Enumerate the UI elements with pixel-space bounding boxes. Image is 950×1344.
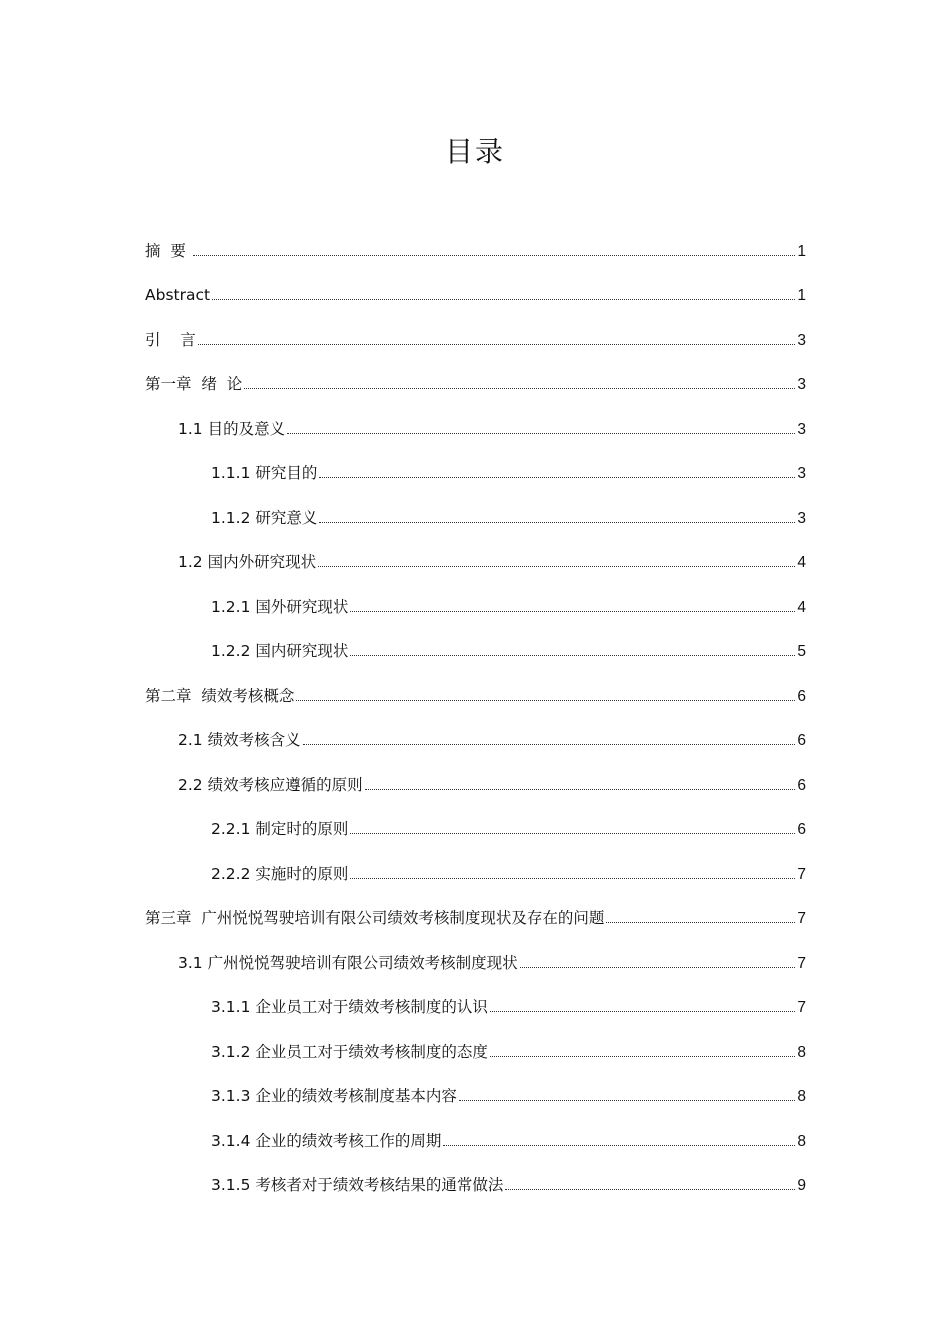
toc-dot-leader xyxy=(520,967,796,968)
toc-entry-title: 3.1.4 企业的绩效考核工作的周期 xyxy=(211,1131,442,1150)
toc-page-number: 3 xyxy=(797,376,806,394)
toc-entry[interactable] xyxy=(145,329,806,352)
toc-entry[interactable] xyxy=(145,373,806,396)
toc-entry-title: 2.2 绩效考核应遵循的原则 xyxy=(178,775,363,794)
toc-page-number: 6 xyxy=(797,821,806,839)
toc-page-number: 7 xyxy=(797,999,806,1017)
toc-page-number: 3 xyxy=(797,331,806,349)
toc-entry-title: 3.1.5 考核者对于绩效考核结果的通常做法 xyxy=(211,1176,504,1195)
toc-entry[interactable] xyxy=(211,462,806,485)
toc-entry[interactable] xyxy=(145,907,806,930)
toc-row xyxy=(0,719,950,764)
toc-entry-title: 1.1.2 研究意义 xyxy=(211,508,318,527)
toc-dot-leader xyxy=(505,1189,795,1190)
toc-page-number: 4 xyxy=(797,554,806,572)
toc-page-number: 7 xyxy=(797,865,806,883)
toc-entry-title: 1.2.1 国外研究现状 xyxy=(211,597,349,616)
toc-row xyxy=(0,941,950,986)
toc-entry-title: 第三章 广州悦悦驾驶培训有限公司绩效考核制度现状及存在的问题 xyxy=(145,909,605,928)
toc-entry[interactable] xyxy=(211,863,806,886)
toc-entry[interactable] xyxy=(178,729,806,752)
toc-page-number: 9 xyxy=(797,1177,806,1195)
toc-row xyxy=(0,1164,950,1209)
toc-row xyxy=(0,274,950,319)
toc-entry[interactable] xyxy=(145,240,806,263)
toc-entry-title: 3.1.2 企业员工对于绩效考核制度的态度 xyxy=(211,1042,488,1061)
toc-dot-leader xyxy=(459,1100,796,1101)
toc-row xyxy=(0,496,950,541)
toc-title: 目录 xyxy=(444,135,505,168)
toc-dot-leader xyxy=(350,655,795,656)
toc-entry-title: 1.1.1 研究目的 xyxy=(211,464,318,483)
toc-page-number: 7 xyxy=(797,910,806,928)
toc-dot-leader xyxy=(212,299,795,300)
toc-page-number: 8 xyxy=(797,1132,806,1150)
toc-page-number: 1 xyxy=(797,242,806,260)
toc-dot-leader xyxy=(319,477,795,478)
toc-entry-title: Abstract xyxy=(145,286,211,305)
toc-entry[interactable] xyxy=(211,596,806,619)
toc-entry-title: 2.2.1 制定时的原则 xyxy=(211,820,349,839)
toc-row xyxy=(0,229,950,274)
toc-entry[interactable] xyxy=(178,551,806,574)
toc-row xyxy=(0,407,950,452)
toc-entry-title: 2.2.2 实施时的原则 xyxy=(211,864,349,883)
toc-entry[interactable] xyxy=(211,1130,806,1153)
toc-entry[interactable] xyxy=(178,418,806,441)
toc-row xyxy=(0,852,950,897)
toc-entry[interactable] xyxy=(211,1085,806,1108)
toc-page-number: 7 xyxy=(797,954,806,972)
toc-entry-title: 第二章 绩效考核概念 xyxy=(145,686,295,705)
toc-entry[interactable] xyxy=(211,1041,806,1064)
toc-page-number: 5 xyxy=(797,643,806,661)
toc-row xyxy=(0,808,950,853)
toc-entry[interactable] xyxy=(178,774,806,797)
toc-page-number: 4 xyxy=(797,598,806,616)
toc-dot-leader xyxy=(319,522,795,523)
toc-dot-leader xyxy=(490,1011,796,1012)
toc-dot-leader xyxy=(606,922,795,923)
toc-dot-leader xyxy=(287,433,795,434)
toc-page-number: 6 xyxy=(797,776,806,794)
toc-dot-leader xyxy=(193,255,796,256)
toc-entry-title: 2.1 绩效考核含义 xyxy=(178,731,301,750)
toc-row xyxy=(0,1030,950,1075)
toc-page-number: 3 xyxy=(797,465,806,483)
toc-entry-title: 摘 要 xyxy=(145,241,191,260)
toc-row xyxy=(0,452,950,497)
toc-entry[interactable] xyxy=(211,1174,806,1197)
toc-entry[interactable] xyxy=(178,952,806,975)
toc-row xyxy=(0,674,950,719)
toc-dot-leader xyxy=(198,344,796,345)
toc-page-number: 8 xyxy=(797,1088,806,1106)
toc-row xyxy=(0,1075,950,1120)
toc-entry-title: 第一章 绪 论 xyxy=(145,375,243,394)
toc-row xyxy=(0,897,950,942)
toc-row xyxy=(0,585,950,630)
toc-row xyxy=(0,318,950,363)
toc-entry-title: 3.1.3 企业的绩效考核制度基本内容 xyxy=(211,1087,457,1106)
toc-entry[interactable] xyxy=(211,640,806,663)
toc-entry-title: 3.1.1 企业员工对于绩效考核制度的认识 xyxy=(211,998,488,1017)
toc-row xyxy=(0,541,950,586)
toc-dot-leader xyxy=(318,566,795,567)
toc-list xyxy=(0,229,950,1208)
toc-entry-title: 引 言 xyxy=(145,330,196,349)
toc-page-number: 3 xyxy=(797,509,806,527)
toc-dot-leader xyxy=(490,1056,796,1057)
toc-row xyxy=(0,630,950,675)
toc-dot-leader xyxy=(443,1145,795,1146)
toc-entry[interactable] xyxy=(145,685,806,708)
toc-dot-leader xyxy=(244,388,795,389)
toc-dot-leader xyxy=(350,878,795,879)
toc-dot-leader xyxy=(296,700,795,701)
toc-entry[interactable] xyxy=(211,507,806,530)
toc-dot-leader xyxy=(350,833,795,834)
toc-entry-title: 1.1 目的及意义 xyxy=(178,419,286,438)
toc-row xyxy=(0,763,950,808)
toc-row xyxy=(0,986,950,1031)
toc-row xyxy=(0,363,950,408)
toc-page-number: 8 xyxy=(797,1043,806,1061)
toc-entry[interactable] xyxy=(145,284,806,307)
toc-dot-leader xyxy=(365,789,796,790)
toc-entry[interactable] xyxy=(211,818,806,841)
toc-entry[interactable] xyxy=(211,996,806,1019)
toc-entry-title: 1.2.2 国内研究现状 xyxy=(211,642,349,661)
toc-page-number: 6 xyxy=(797,732,806,750)
toc-dot-leader xyxy=(303,744,796,745)
toc-entry-title: 1.2 国内外研究现状 xyxy=(178,553,317,572)
toc-page-number: 6 xyxy=(797,687,806,705)
toc-dot-leader xyxy=(350,611,795,612)
toc-entry-title: 3.1 广州悦悦驾驶培训有限公司绩效考核制度现状 xyxy=(178,953,518,972)
toc-row xyxy=(0,1119,950,1164)
toc-page-number: 3 xyxy=(797,420,806,438)
toc-page-number: 1 xyxy=(797,287,806,305)
